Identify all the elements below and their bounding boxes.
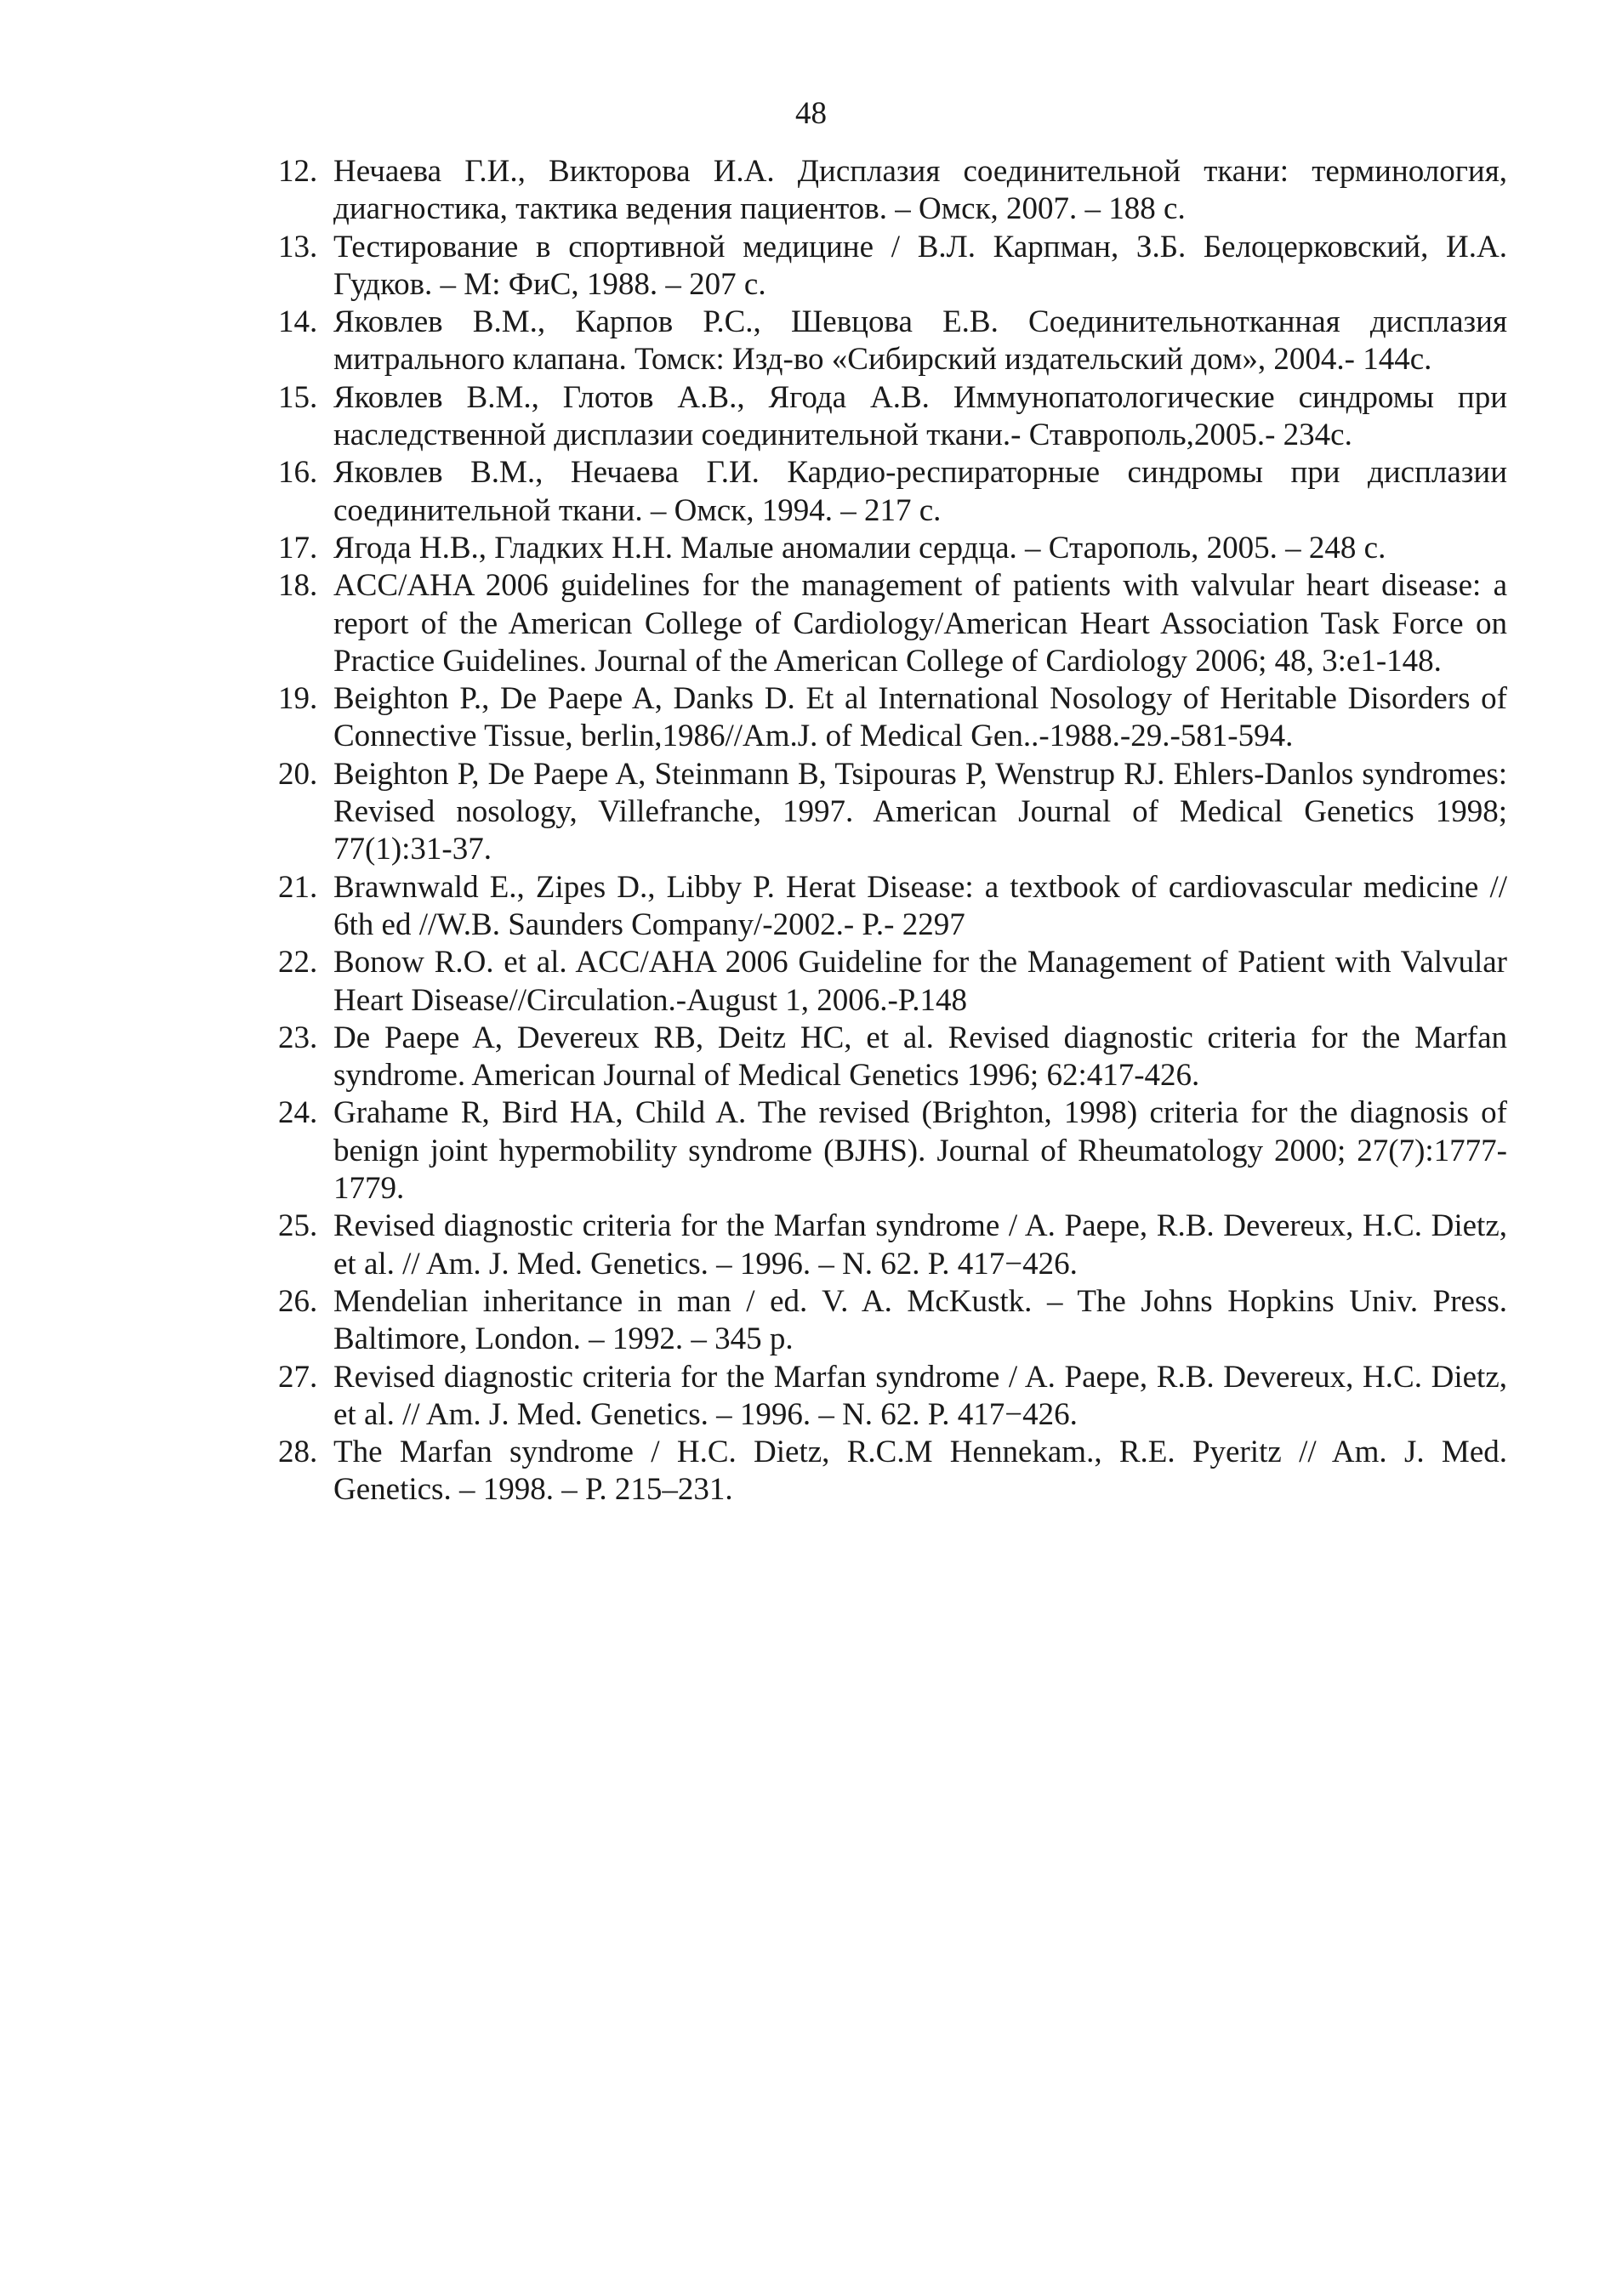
reference-item-24 bbox=[278, 1094, 1507, 1208]
reference-number: 14. bbox=[278, 304, 318, 340]
reference-item-23 bbox=[278, 1020, 1507, 1095]
reference-text: The Marfan syndrome / H.C. Dietz, R.C.M Hennekam., R.E. Pyeritz // Am. J. Med. Genetics. – 1998. – P. 215–231. bbox=[333, 1435, 1507, 1508]
reference-text: Bonow R.O. et al. ACC/AHA 2006 Guideline for the Management of Patient with Valvular Heart Disease//Circulation.-August 1, 2006.-P.148 bbox=[333, 945, 1507, 1018]
reference-number: 27. bbox=[278, 1359, 318, 1395]
reference-number: 19. bbox=[278, 681, 318, 717]
reference-item-27 bbox=[278, 1359, 1507, 1435]
reference-text: ACC/AHA 2006 guidelines for the management of patients with valvular heart disease: a report of the American College of Cardiology/American Heart Association Task Force on Practice Guidelines. Journal of the American College of Cardiology 2006; 48, 3:e1-148. bbox=[333, 568, 1507, 679]
reference-text: Нечаева Г.И., Викторова И.А. Дисплазия соединительной ткани: терминология, диагностика, тактика ведения пациентов. – Омск, 2007. – 188 с. bbox=[333, 154, 1507, 227]
reference-item-20 bbox=[278, 756, 1507, 869]
reference-text: Brawnwald E., Zipes D., Libby P. Herat Disease: a textbook of cardiovascular medicine // 6th ed //W.B. Saunders Company/-2002.- P.- 2297 bbox=[333, 869, 1507, 942]
reference-item-14 bbox=[278, 304, 1507, 379]
reference-item-13 bbox=[278, 229, 1507, 304]
reference-item-28 bbox=[278, 1434, 1507, 1509]
reference-number: 28. bbox=[278, 1435, 318, 1470]
reference-number: 18. bbox=[278, 568, 318, 604]
reference-item-17 bbox=[278, 530, 1507, 567]
page-number: 48 bbox=[795, 96, 827, 131]
reference-item-18 bbox=[278, 567, 1507, 680]
reference-list bbox=[278, 153, 1507, 1509]
reference-item-12 bbox=[278, 153, 1507, 229]
reference-number: 17. bbox=[278, 530, 318, 565]
reference-text: Яковлев В.М., Глотов А.В., Ягода А.В. Иммунопатологические синдромы при наследственной дисплазии соединительной ткани.- Ставрополь,2005.- 234с. bbox=[333, 379, 1507, 453]
reference-number: 25. bbox=[278, 1208, 318, 1244]
reference-text: Beighton P, De Paepe A, Steinmann B, Tsipouras P, Wenstrup RJ. Ehlers-Danlos syndromes: Revised nosology, Villefranche, 1997. American Journal of Medical Genetics 1998; 77(1):31-37. bbox=[333, 756, 1507, 867]
reference-text: Revised diagnostic criteria for the Marfan syndrome / A. Paepe, R.B. Devereux, H.C. Dietz, et al. // Am. J. Med. Genetics. – 1996. – N. 62. P. 417−426. bbox=[333, 1208, 1507, 1282]
reference-text: Revised diagnostic criteria for the Marfan syndrome / A. Paepe, R.B. Devereux, H.C. Dietz, et al. // Am. J. Med. Genetics. – 1996. – N. 62. P. 417−426. bbox=[333, 1359, 1507, 1432]
reference-item-19 bbox=[278, 680, 1507, 756]
reference-number: 24. bbox=[278, 1095, 318, 1131]
reference-number: 16. bbox=[278, 455, 318, 491]
reference-text: Mendelian inheritance in man / ed. V. A. McKustk. – The Johns Hopkins Univ. Press. Baltimore, London. – 1992. – 345 p. bbox=[333, 1283, 1507, 1357]
reference-text: Beighton P., De Paepe A, Danks D. Et al International Nosology of Heritable Disorders of Connective Tissue, berlin,1986//Am.J. of Medical Gen..-1988.-29.-581-594. bbox=[333, 681, 1507, 754]
reference-number: 15. bbox=[278, 379, 318, 415]
reference-text: Тестирование в спортивной медицине / В.Л. Карпман, З.Б. Белоцерковский, И.А. Гудков. – М: ФиС, 1988. – 207 с. bbox=[333, 229, 1507, 302]
reference-number: 20. bbox=[278, 756, 318, 792]
reference-item-26 bbox=[278, 1283, 1507, 1359]
reference-number: 22. bbox=[278, 945, 318, 980]
reference-number: 26. bbox=[278, 1283, 318, 1319]
reference-item-25 bbox=[278, 1208, 1507, 1283]
reference-text: Яковлев В.М., Карпов Р.С., Шевцова Е.В. Соединительнотканная дисплазия митрального клапана. Томск: Изд-во «Сибирский издательский дом», 2004.- 144с. bbox=[333, 304, 1507, 378]
reference-item-16 bbox=[278, 454, 1507, 530]
reference-number: 12. bbox=[278, 154, 318, 189]
reference-item-21 bbox=[278, 869, 1507, 945]
reference-text: De Paepe A, Devereux RB, Deitz HC, et al. Revised diagnostic criteria for the Marfan syndrome. American Journal of Medical Genetics 1996; 62:417-426. bbox=[333, 1020, 1507, 1094]
reference-number: 13. bbox=[278, 229, 318, 264]
reference-number: 23. bbox=[278, 1020, 318, 1055]
reference-text: Яковлев В.М., Нечаева Г.И. Кардио-респираторные синдромы при дисплазии соединительной ткани. – Омск, 1994. – 217 с. bbox=[333, 455, 1507, 528]
reference-item-15 bbox=[278, 379, 1507, 455]
reference-text: Ягода Н.В., Гладких Н.Н. Малые аномалии сердца. – Старополь, 2005. – 248 с. bbox=[333, 530, 1386, 565]
reference-number: 21. bbox=[278, 869, 318, 905]
reference-text: Grahame R, Bird HA, Child A. The revised (Brighton, 1998) criteria for the diagnosis of benign joint hypermobility syndrome (BJHS). Journal of Rheumatology 2000; 27(7):1777-1779. bbox=[333, 1095, 1507, 1207]
reference-item-22 bbox=[278, 944, 1507, 1020]
